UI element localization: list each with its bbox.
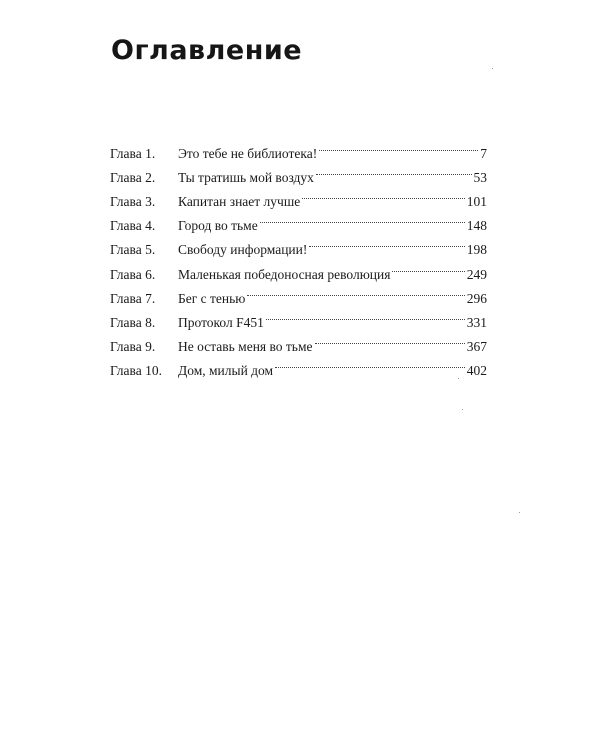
toc-dot-leader	[266, 303, 465, 327]
toc-dot-leader	[275, 351, 465, 375]
toc-dot-leader	[302, 182, 465, 206]
page-title: Оглавление	[111, 35, 303, 66]
toc-chapter-title: Дом, милый дом	[178, 362, 274, 378]
toc-page-number: 249	[466, 266, 487, 282]
toc-page-number: 148	[466, 218, 487, 234]
toc-chapter-title: Бег с тенью	[178, 290, 246, 306]
toc-chapter-title: Не оставь меня во тьме	[178, 338, 313, 354]
toc-chapter-title: Маленькая победоносная революция	[178, 266, 391, 282]
toc-dot-leader	[309, 230, 464, 254]
toc-page-number: 367	[466, 338, 487, 354]
toc-chapter-number: Глава 1.	[110, 146, 156, 162]
toc-chapter-number: Глава 9.	[110, 338, 156, 354]
toc-chapter-title: Ты тратишь мой воздух	[178, 170, 314, 186]
toc-chapter-title: Протокол F451	[178, 314, 264, 330]
toc-page-number: 101	[466, 194, 487, 210]
toc-chapter-number: Глава 10.	[110, 362, 162, 378]
toc-page-number: 7	[480, 146, 487, 162]
toc-chapter-title: Город во тьме	[178, 218, 258, 234]
scan-speck	[519, 512, 520, 513]
toc-chapter-title: Капитан знает лучше	[178, 194, 301, 210]
toc-dot-leader	[260, 206, 465, 230]
toc-chapter-number: Глава 7.	[110, 290, 156, 306]
toc-chapter-number: Глава 6.	[110, 266, 156, 282]
toc-chapter-number: Глава 3.	[110, 194, 156, 210]
toc-page-number: 296	[466, 290, 487, 306]
scan-speck	[462, 409, 463, 410]
table-of-contents	[110, 134, 487, 378]
toc-dot-leader	[316, 158, 472, 182]
toc-page-number: 198	[466, 242, 487, 258]
toc-page-number: 402	[466, 362, 487, 378]
toc-chapter-number: Глава 2.	[110, 170, 156, 186]
toc-chapter-title: Свободу информации!	[178, 242, 308, 258]
toc-dot-leader	[315, 327, 465, 351]
scan-speck	[458, 378, 459, 379]
scan-speck	[492, 68, 493, 69]
toc-page-number: 331	[466, 314, 487, 330]
toc-dot-leader	[392, 254, 464, 278]
toc-chapter-number: Глава 8.	[110, 314, 156, 330]
toc-page-number: 53	[473, 170, 487, 186]
toc-chapter-number: Глава 5.	[110, 242, 156, 258]
toc-chapter-title: Это тебе не библиотека!	[178, 146, 318, 162]
toc-entry	[110, 134, 487, 162]
toc-dot-leader	[247, 279, 464, 303]
toc-chapter-number: Глава 4.	[110, 218, 156, 234]
toc-dot-leader	[319, 134, 478, 158]
